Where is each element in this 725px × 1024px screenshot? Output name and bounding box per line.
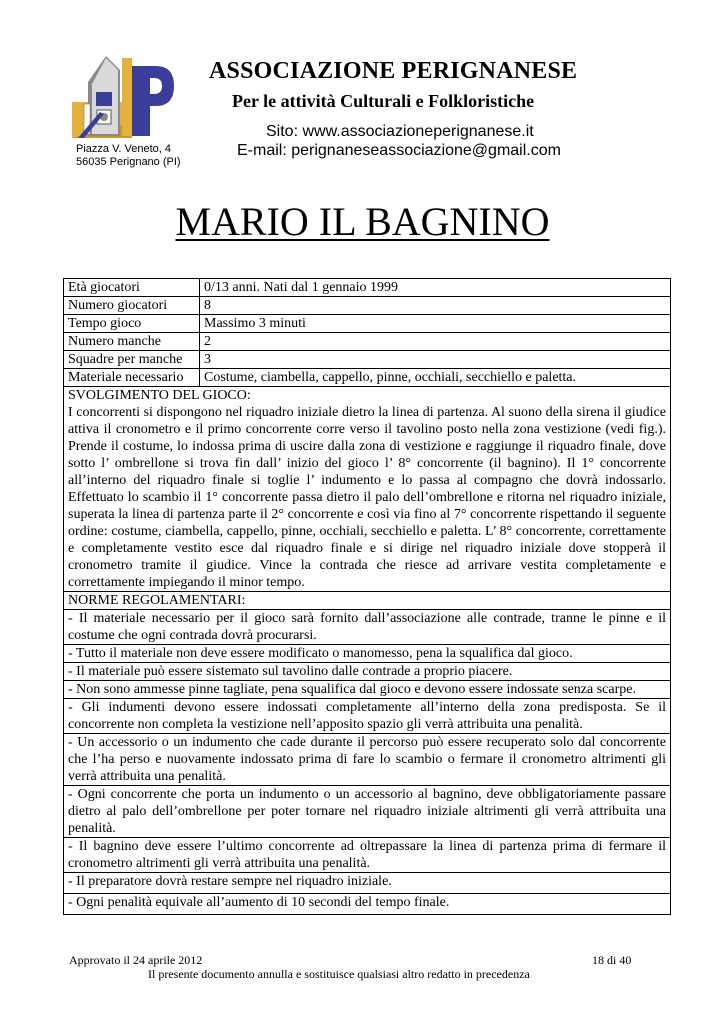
page-title-wrap (0, 198, 725, 245)
association-logo (70, 52, 180, 140)
row-label: Squadre per manche (64, 351, 200, 369)
table-row (64, 351, 671, 369)
norma-item: - Un accessorio o un indumento che cade durante il percorso può essere recuperato solo dal concorrente che l’ha perso e nuovamente indossato prima di fare lo scambio o fermare il cronometro altrimenti gli verrà attribuita una penalità. (64, 734, 671, 786)
svolgimento-text: I concorrenti si dispongono nel riquadro iniziale dietro la linea di partenza. Al suono della sirena il giudice attiva il cronometro e il primo concorrente corre verso il tavolino posto nella zona vestizione (vedi fig.). Prende il costume, lo indossa prima di uscire dalla zona di vestizione e raggiunge il riquadro finale, dove sotto l’ ombrellone si trova fin dall’ inizio del gioco l’ 8° concorrente (il bagnino). Il 1° concorrente all’interno del riquadro finale si toglie l’ indumento e lo passa al compagno che dovrà indossarlo. Effettuato lo scambio il 1° concorrente passa dietro il palo dell’ombrellone e ritorna nel riquadro iniziale, superata la linea di partenza parte il 2° concorrente e così via fino al 7° concorrente rispettando il seguente ordine: costume, ciambella, cappello, pinne, occhiali, secchiello e paletta. L’ 8° concorrente, correttamente e completamente vestito esce dal riquadro finale e si dirige nel riquadro iniziale dove stopperà il cronometro tramite il giudice. Vince la contrada che riesce ad arrivare vestita completamente e correttamente impiegando il minor tempo. (68, 405, 666, 590)
game-rules-table (63, 278, 671, 915)
norma-item: - Il bagnino deve essere l’ultimo concorrente ad oltrepassare la linea di partenza prima di fermare il cronometro altrimenti gli verrà attribuita una penalità. (64, 838, 671, 873)
row-label: Numero giocatori (64, 297, 200, 315)
table-row (64, 315, 671, 333)
table-row (64, 786, 671, 838)
table-row (64, 279, 671, 297)
footer-approved: Approvato il 24 aprile 2012 (69, 953, 203, 967)
table-row (64, 592, 671, 610)
page-title: MARIO IL BAGNINO (175, 199, 550, 244)
row-value: 2 (200, 333, 671, 351)
table-row (64, 663, 671, 681)
table-row (64, 297, 671, 315)
table-row (64, 369, 671, 387)
row-value: Costume, ciambella, cappello, pinne, occhiali, secchiello e paletta. (200, 369, 671, 387)
org-subtitle: Per le attività Culturali e Folkloristiche (232, 91, 535, 111)
row-label: Tempo gioco (64, 315, 200, 333)
row-value: Massimo 3 minuti (200, 315, 671, 333)
logo-letter-p-icon (122, 58, 174, 136)
table-row (64, 387, 671, 592)
email: E-mail: perignaneseassociazione@gmail.com (237, 142, 561, 159)
row-label: Materiale necessario (64, 369, 200, 387)
table-row (64, 699, 671, 734)
norma-item: - Il materiale può essere sistemato sul tavolino dalle contrade a proprio piacere. (64, 663, 671, 681)
norma-item: - Ogni concorrente che porta un indumento o un accessorio al bagnino, deve obbligatoriamente passare dietro al palo dell’ombrellone per poter tornare nel riquadro iniziale altrimenti gli verrà attribuita una penalità. (64, 786, 671, 838)
row-label: Numero manche (64, 333, 200, 351)
footer-page-number: 18 di 40 (592, 953, 632, 967)
footer-note: Il presente documento annulla e sostituisce qualsiasi altro redatto in precedenza (148, 967, 530, 981)
address-city: 56035 Perignano (PI) (76, 156, 181, 168)
table-row (64, 610, 671, 645)
norma-item: - Gli indumenti devono essere indossati completamente all’interno della zona predisposta. Se il concorrente non completa la vestizione nell’apposito spazio gli verrà attribuita una penalità. (64, 699, 671, 734)
table-row (64, 838, 671, 873)
address-street: Piazza V. Veneto, 4 (76, 143, 171, 155)
norma-item: - Non sono ammesse pinne tagliate, pena squalifica dal gioco e devono essere indossate senza scarpe. (64, 681, 671, 699)
norma-item: - Il preparatore dovrà restare sempre nel riquadro iniziale. (64, 873, 671, 894)
row-label: Età giocatori (64, 279, 200, 297)
norma-item: - Il materiale necessario per il gioco sarà fornito dall’associazione alle contrade, tranne le pinne e il costume che ogni contrada dovrà procurarsi. (64, 610, 671, 645)
table-row (64, 873, 671, 894)
address (76, 143, 181, 169)
svolgimento-cell (64, 387, 671, 592)
table-row (64, 333, 671, 351)
norme-title: NORME REGOLAMENTARI: (64, 592, 671, 610)
row-value: 8 (200, 297, 671, 315)
norma-item: - Tutto il materiale non deve essere modificato o manomesso, pena la squalifica dal gioco. (64, 645, 671, 663)
svolgimento-title: SVOLGIMENTO DEL GIOCO: (68, 388, 251, 403)
table-row (64, 734, 671, 786)
table-row (64, 645, 671, 663)
table-row (64, 681, 671, 699)
row-value: 3 (200, 351, 671, 369)
norma-item: - Ogni penalità equivale all’aumento di 10 secondi del tempo finale. (64, 894, 671, 915)
org-name: ASSOCIAZIONE PERIGNANESE (209, 58, 578, 84)
website: Sito: www.associazioneperignanese.it (266, 123, 534, 140)
table-row (64, 894, 671, 915)
row-value: 0/13 anni. Nati dal 1 gennaio 1999 (200, 279, 671, 297)
